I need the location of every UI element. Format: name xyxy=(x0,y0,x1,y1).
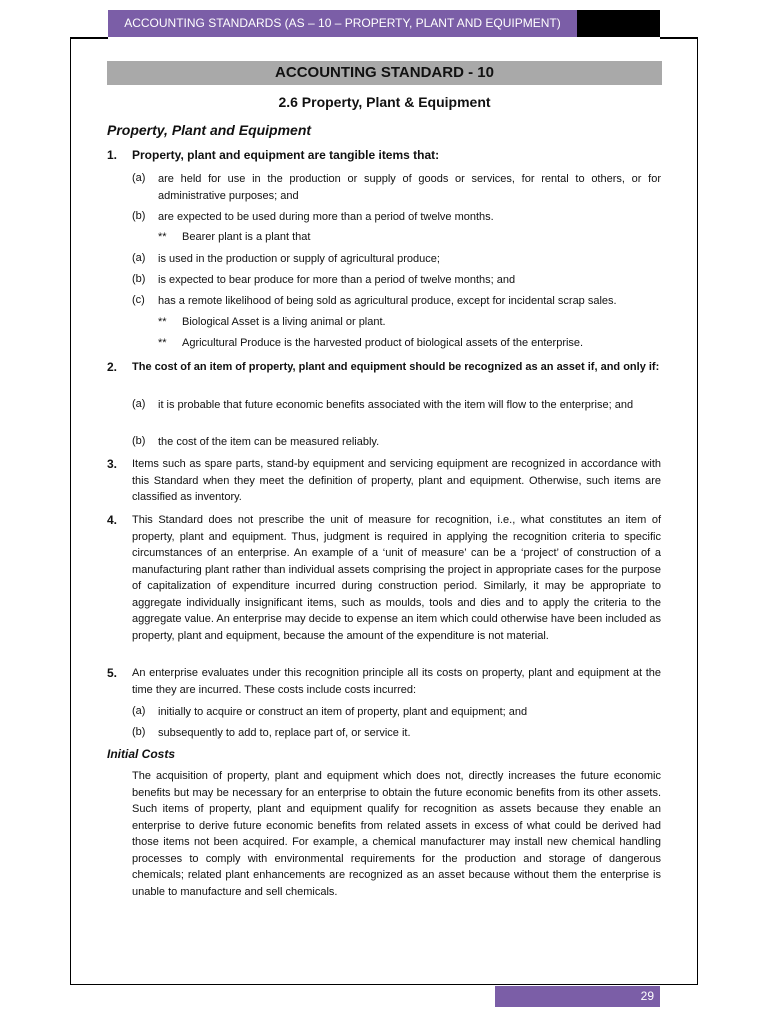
point-2-item-b-label: (b) xyxy=(132,435,146,447)
point-2-item-a: it is probable that future economic benefits associated with the item will flow to the enterprise; and xyxy=(158,399,634,411)
point-2-item-b: the cost of the item can be measured reliably. xyxy=(158,436,380,448)
bearer-item-a: is used in the production or supply of agricultural produce; xyxy=(158,253,440,265)
bearer-note-mark: ** xyxy=(158,231,167,243)
note-1-mark: ** xyxy=(158,316,167,328)
point-1-item-a-label: (a) xyxy=(132,172,146,184)
note-2-mark: ** xyxy=(158,337,167,349)
page-subtitle: 2.6 Property, Plant & Equipment xyxy=(278,94,491,110)
initial-costs-text: The acquisition of property, plant and equipment which does not, directly increases the future economic benefits but may be necessary for an enterprise to obtain the future economic benefits from its other assets. Such items of property, plant and equipment qualify for recognition as assets because they enable an enterprise to derive future economic benefits from related assets in excess of what could be derived had those items not been acquired. For example, a chemical manufacturer may install new chemical handling processes to comply with environmental requirements for the production and storage of dangerous chemicals; related plant enhancements are recognized as an asset because without them the enterprise is unable to manufacture and sell chemicals. xyxy=(132,770,661,898)
initial-costs-heading: Initial Costs xyxy=(107,747,176,761)
bearer-item-c-label: (c) xyxy=(132,294,145,306)
page-number: 29 xyxy=(495,986,660,1007)
running-header: ACCOUNTING STANDARDS (AS – 10 – PROPERTY, PLANT AND EQUIPMENT) xyxy=(108,10,577,37)
point-4-text: This Standard does not prescribe the unit of measure for recognition, i.e., what constitutes an item of property, plant and equipment. Thus, judgment is required in applying the recognition criteria to specific circumstances of an enterprise. An example of a ‘unit of measure’ can be a ‘project’ of construction of a manufacturing plant rather than individual assets comprising the project in appropriate cases for the purpose of capitalization of expenditure incurred during construction period. Similarly, it may be appropriate to aggregate individually insignificant items, such as moulds, tools and dies and to apply the criteria to the aggregate value. An enterprise may decide to expense an item which could otherwise have been included as property, plant and equipment, because the amount of the expenditure is not material. xyxy=(132,514,661,642)
bearer-item-b: is expected to bear produce for more than a period of twelve months; and xyxy=(158,274,516,286)
section-heading: Property, Plant and Equipment xyxy=(107,122,312,138)
point-1-number: 1. xyxy=(107,148,118,162)
point-1-item-b-label: (b) xyxy=(132,210,146,222)
point-5-item-b: subsequently to add to, replace part of, or service it. xyxy=(158,727,411,739)
bearer-note: Bearer plant is a plant that xyxy=(182,231,311,243)
page-title: ACCOUNTING STANDARD - 10 xyxy=(107,61,662,85)
point-2-lead: The cost of an item of property, plant and equipment should be recognized as an asset if, and only if: xyxy=(132,361,660,373)
point-2-item-a-label: (a) xyxy=(132,398,146,410)
frame-top-left xyxy=(70,37,108,39)
point-2-number: 2. xyxy=(107,360,118,374)
point-4-number: 4. xyxy=(107,513,118,527)
point-3-text: Items such as spare parts, stand-by equipment and servicing equipment are recognized in accordance with this Standard when they meet the definition of property, plant and equipment. Otherwise, such items are classified as inventory. xyxy=(132,458,661,503)
point-5-number: 5. xyxy=(107,666,118,680)
bearer-item-b-label: (b) xyxy=(132,273,146,285)
point-5-item-b-label: (b) xyxy=(132,726,146,738)
point-5-text: An enterprise evaluates under this recognition principle all its costs on property, plant and equipment at the time they are incurred. These costs include costs incurred: xyxy=(132,667,661,696)
point-5-item-a-label: (a) xyxy=(132,705,146,717)
note-biological-asset: Biological Asset is a living animal or plant. xyxy=(182,316,386,328)
point-1-item-b: are expected to be used during more than a period of twelve months. xyxy=(158,211,494,223)
bearer-item-c: has a remote likelihood of being sold as agricultural produce, except for incidental scrap sales. xyxy=(158,295,617,307)
frame-top-right xyxy=(660,37,698,39)
note-agricultural-produce: Agricultural Produce is the harvested product of biological assets of the enterprise. xyxy=(182,337,584,349)
point-5-item-a: initially to acquire or construct an item of property, plant and equipment; and xyxy=(158,706,528,718)
point-3-number: 3. xyxy=(107,457,118,471)
point-1-lead: Property, plant and equipment are tangible items that: xyxy=(132,148,440,162)
bearer-item-a-label: (a) xyxy=(132,252,146,264)
header-black-block xyxy=(577,10,660,37)
point-1-item-a: are held for use in the production or supply of goods or services, for rental to others, or for administrative purposes; and xyxy=(158,173,661,202)
